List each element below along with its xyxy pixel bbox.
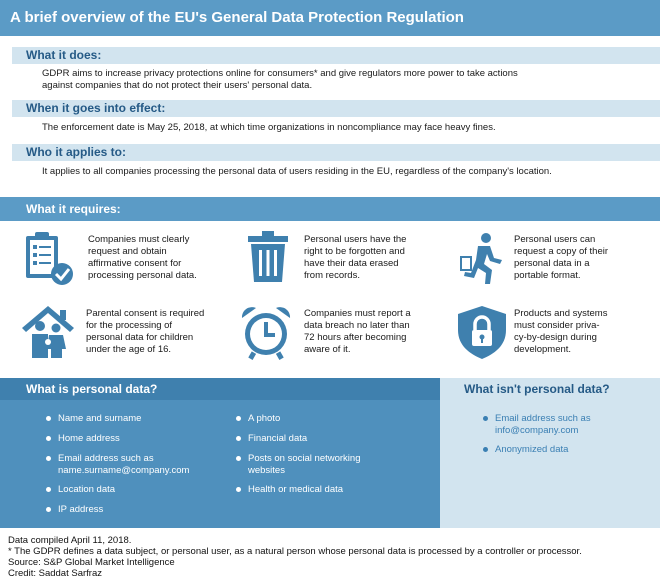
list-item-continuation: info@company.com: [495, 425, 579, 436]
requirement-1-text: [88, 234, 197, 282]
footer-note: * The GDPR defines a data subject, or personal user, as a natural person whose personal data is processed by a controller or processor.: [8, 546, 582, 557]
alarm-clock-icon: [238, 304, 294, 360]
applies-text: It applies to all companies processing the personal data of users residing in the EU, regardless of the company's location.: [42, 166, 552, 177]
list-item-continuation: name.surname@company.com: [58, 465, 190, 476]
list-item: A photo: [248, 413, 281, 424]
list-item: Home address: [58, 433, 120, 444]
requirement-1-line: affirmative consent for: [88, 258, 182, 269]
shield-lock-icon: [454, 304, 510, 360]
list-item: Posts on social networking: [248, 453, 361, 464]
non-personal-data-heading: What isn't personal data?: [464, 382, 610, 396]
requirement-5-line: Companies must report a: [304, 308, 411, 319]
footer-date: Data compiled April 11, 2018.: [8, 535, 132, 546]
non-personal-data-panel: [440, 378, 660, 528]
list-item: Financial data: [248, 433, 308, 444]
requirement-5-line: data breach no later than: [304, 320, 410, 331]
what-it-does-text-1: GDPR aims to increase privacy protections online for consumers* and give regulators more power to take actions: [42, 68, 518, 79]
personal-data-heading: What is personal data?: [0, 378, 440, 400]
requirement-4-line: Parental consent is required: [86, 308, 205, 319]
effect-text: The enforcement date is May 25, 2018, at which time organizations in noncompliance may face heavy fines.: [42, 122, 496, 133]
requirement-6-line: cy-by-design during: [514, 332, 597, 343]
personal-data-panel: [0, 378, 440, 528]
family-house-icon: [20, 304, 76, 360]
requirement-3-line: portable format.: [514, 270, 581, 281]
requirement-5-line: 72 hours after becoming: [304, 332, 407, 343]
requirement-6-line: development.: [514, 344, 572, 355]
list-item-continuation: websites: [248, 465, 285, 476]
list-item: Anonymized data: [495, 444, 569, 455]
requirement-2-text: [304, 234, 406, 282]
footer-credit: Credit: Saddat Sarfraz: [8, 568, 102, 579]
requirement-3-line: Personal users can: [514, 234, 596, 245]
requirement-2-line: from records.: [304, 270, 360, 281]
trash-can-icon: [240, 228, 296, 284]
running-person-icon: [454, 230, 510, 286]
requirement-6-text: [514, 308, 607, 356]
requirement-6-line: Products and systems: [514, 308, 608, 319]
requirement-1-line: processing personal data.: [88, 270, 197, 281]
footer-source: Source: S&P Global Market Intelligence: [8, 557, 175, 568]
requirement-5-line: aware of it.: [304, 344, 351, 355]
section-heading-what-it-does: What it does:: [12, 47, 660, 64]
section-heading-applies: Who it applies to:: [12, 144, 660, 161]
requirements-heading: What it requires:: [0, 197, 660, 221]
section-heading-effect: When it goes into effect:: [12, 100, 660, 117]
list-item: Location data: [58, 484, 116, 495]
requirement-2-line: Personal users have the: [304, 234, 407, 245]
requirement-1-line: request and obtain: [88, 246, 167, 257]
requirement-6-line: must consider priva-: [514, 320, 600, 331]
requirement-2-line: right to be forgotten and: [304, 246, 405, 257]
requirement-4-text: [86, 308, 204, 356]
requirement-1-line: Companies must clearly: [88, 234, 190, 245]
requirement-3-line: request a copy of their: [514, 246, 608, 257]
requirement-3-text: [514, 234, 608, 282]
requirement-5-text: [304, 308, 411, 356]
list-item: IP address: [58, 504, 104, 515]
requirement-4-line: under the age of 16.: [86, 344, 172, 355]
what-it-does-text-2: against companies that do not protect their users' personal data.: [42, 80, 313, 91]
list-item: Email address such as: [495, 413, 591, 424]
requirement-2-line: have their data erased: [304, 258, 399, 269]
requirement-3-line: personal data in a: [514, 258, 590, 269]
requirement-4-line: personal data for children: [86, 332, 194, 343]
requirement-4-line: for the processing of: [86, 320, 173, 331]
list-item: Health or medical data: [248, 484, 344, 495]
list-item: Email address such as: [58, 453, 154, 464]
clipboard-check-icon: [22, 230, 78, 286]
list-item: Name and surname: [58, 413, 142, 424]
page-title: A brief overview of the EU's General Data Protection Regulation: [0, 0, 660, 36]
